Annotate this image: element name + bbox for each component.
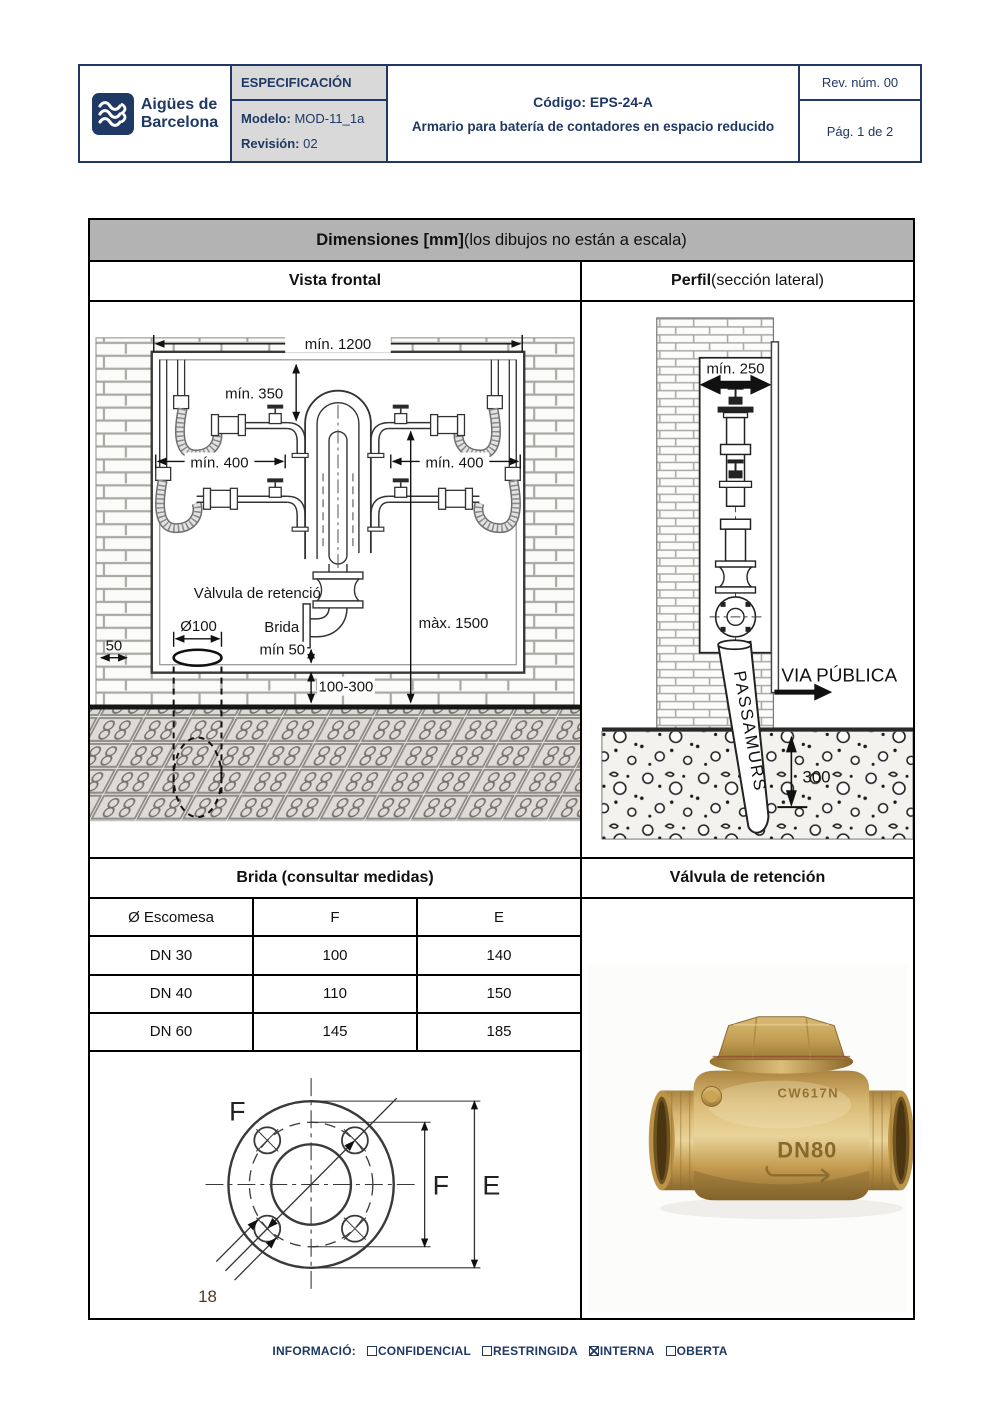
- front-view-cell: [90, 302, 580, 857]
- checkbox-icon: [666, 1346, 676, 1356]
- dim-o100: Ø100: [180, 617, 217, 635]
- brida-section-header: Brida (consultar medidas): [236, 869, 434, 886]
- table-title: Dimensiones [mm] (los dibujos no están a escala): [90, 220, 913, 262]
- label-passamurs: PASSAMURS: [729, 669, 770, 794]
- table-cell: 145: [254, 1014, 418, 1050]
- valve-hex-cap: [718, 1017, 846, 1060]
- front-view-header: Vista frontal: [288, 272, 382, 289]
- checkbox-icon: [482, 1346, 492, 1356]
- document-code: Código: EPS-24-A: [533, 93, 653, 110]
- table-row: [90, 976, 580, 1014]
- dim-50: 50: [105, 637, 123, 655]
- dim-max-1500: màx. 1500: [418, 614, 489, 632]
- checkbox-confidencial: CONFIDENCIAL: [367, 1344, 471, 1358]
- spec-label: ESPECIFICACIÓN: [232, 66, 386, 101]
- footer-label: INFORMACIÓ:: [272, 1344, 356, 1358]
- table-cell: DN 40: [90, 976, 254, 1012]
- profile-view-header: Perfil (sección lateral): [580, 262, 913, 300]
- dim-bolt-18: 18: [198, 1286, 217, 1306]
- table-row: [90, 937, 580, 975]
- spec-column: [230, 66, 388, 161]
- aigues-barcelona-logo-icon: [92, 93, 134, 135]
- label-valvula-retencio: Vàlvula de retenció: [193, 584, 321, 602]
- table-cell: 100: [254, 937, 418, 973]
- table-cell: E: [493, 908, 504, 926]
- page-number: Pág. 1 de 2: [826, 123, 894, 139]
- revision-line: Revisión: 02: [241, 136, 318, 151]
- label-via-publica: VIA PÚBLICA: [781, 665, 898, 687]
- table-row: [90, 1014, 580, 1050]
- brand-line1: Aigües de: [140, 95, 218, 113]
- valve-marking-alloy: CW617N: [777, 1085, 840, 1101]
- brand-name: [141, 96, 218, 132]
- footer-classification: [0, 1344, 1000, 1358]
- valve-section-header: Válvula de retención: [580, 859, 913, 897]
- cabinet-door-panel: [771, 342, 778, 693]
- table-cell: 110: [254, 976, 418, 1012]
- ground-line: [90, 705, 580, 710]
- dim-100-300: 100-300: [318, 678, 374, 696]
- valve-marking-dn: DN80: [777, 1137, 838, 1163]
- label-brida: Brida: [264, 618, 300, 636]
- dim-min-50: mín 50: [259, 641, 306, 659]
- dim-min-250: mín. 250: [706, 360, 765, 378]
- checkbox-checked-icon: [589, 1346, 599, 1356]
- brand-line2: Barcelona: [140, 113, 219, 131]
- document-header: [78, 64, 922, 163]
- profile-view-drawing: [582, 302, 913, 857]
- dim-min-400-left: mín. 400: [190, 454, 249, 472]
- modelo-line: Modelo: MOD-11_1a: [241, 111, 365, 126]
- front-view-drawing: [90, 302, 580, 857]
- dimensions-table: [88, 218, 915, 1320]
- model-revision-cell: [232, 101, 386, 161]
- table-cell: 150: [486, 985, 512, 1003]
- header-right-column: [798, 66, 920, 161]
- dim-min-1200: mín. 1200: [304, 335, 372, 353]
- flange-drawing: [90, 1052, 580, 1318]
- checkbox-interna: INTERNA: [589, 1344, 655, 1358]
- table-cell: Ø Escomesa: [90, 899, 254, 935]
- checkbox-restringida: RESTRINGIDA: [482, 1344, 578, 1358]
- sidewalk-tiles: [90, 710, 580, 822]
- table-cell: DN 30: [90, 937, 254, 973]
- dim-e-right: E: [482, 1170, 501, 1201]
- flange-drawing-cell: [90, 1052, 580, 1318]
- valve-photo-cell: [580, 899, 913, 1318]
- dim-f-right: F: [432, 1170, 450, 1201]
- checkbox-icon: [367, 1346, 377, 1356]
- brida-cell: [90, 899, 580, 1318]
- table-cell: F: [254, 899, 418, 935]
- table-header-row: [90, 899, 580, 937]
- document-title: Armario para batería de contadores en espacio reducido: [411, 118, 775, 134]
- checkbox-oberta: OBERTA: [666, 1344, 728, 1358]
- profile-view-cell: [580, 302, 913, 857]
- dim-min-350: mín. 350: [225, 385, 284, 403]
- table-cell: 140: [486, 946, 512, 964]
- dim-f-diagonal: F: [229, 1096, 246, 1127]
- dim-300: 300: [802, 767, 831, 787]
- escomesa-pipe-opening: [174, 650, 222, 666]
- table-cell: DN 60: [90, 1014, 254, 1050]
- revision-number: Rev. núm. 00: [800, 66, 920, 101]
- dim-min-400-right: mín. 400: [425, 454, 484, 472]
- logo-cell: [80, 66, 230, 161]
- check-valve-photo: [582, 899, 913, 1318]
- brida-table: [90, 899, 580, 1052]
- header-center-cell: [388, 66, 798, 161]
- table-cell: 185: [486, 1023, 512, 1041]
